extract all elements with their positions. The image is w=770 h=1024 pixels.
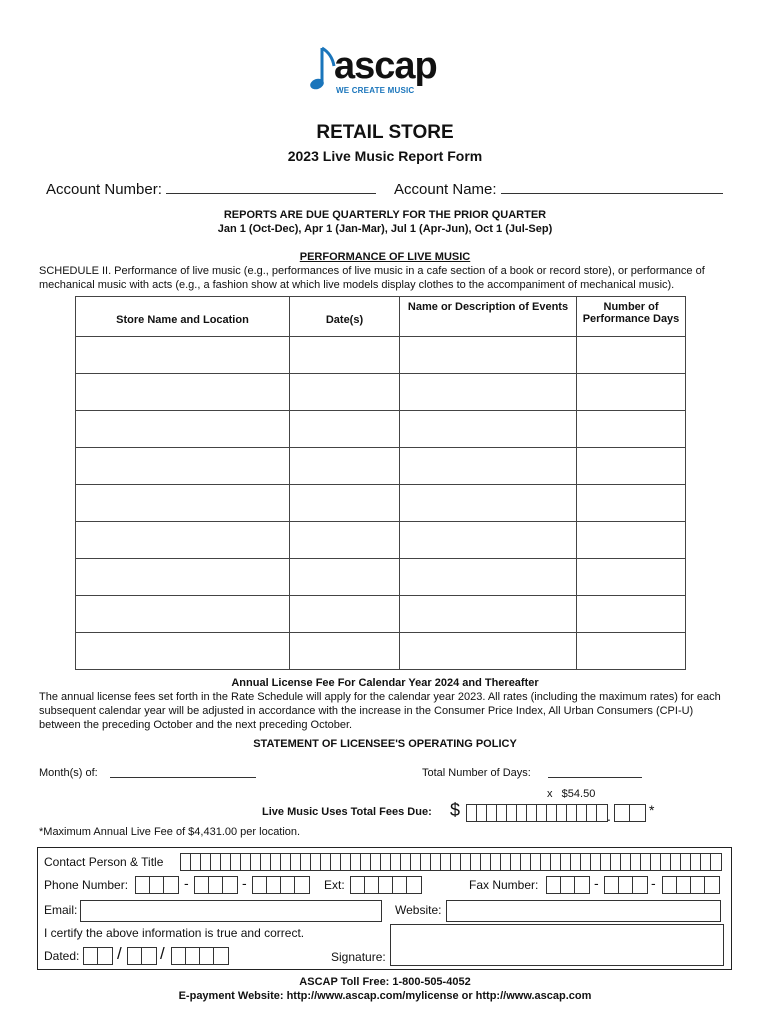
- table-cell[interactable]: [76, 337, 290, 374]
- table-cell[interactable]: [400, 559, 577, 596]
- date-month-field[interactable]: [83, 947, 113, 965]
- date-year-field[interactable]: [171, 947, 229, 965]
- table-cell[interactable]: [400, 485, 577, 522]
- due-notice: REPORTS ARE DUE QUARTERLY FOR THE PRIOR QUARTER: [223, 209, 547, 221]
- dated-label: Dated:: [44, 949, 80, 963]
- email-field[interactable]: [80, 900, 382, 922]
- table-header-row: [76, 297, 686, 337]
- table-cell[interactable]: [290, 485, 400, 522]
- dollar-sign: $: [450, 800, 461, 820]
- table-cell[interactable]: [400, 596, 577, 633]
- performance-table: [75, 296, 686, 670]
- table-cell[interactable]: [400, 522, 577, 559]
- certify-statement: I certify the above information is true and correct.: [44, 926, 305, 940]
- account-number-label: Account Number:: [46, 181, 162, 198]
- fax-line-field[interactable]: [662, 876, 720, 894]
- table-cell[interactable]: [290, 633, 400, 670]
- fax-dash: -: [651, 875, 656, 891]
- phone-line-field[interactable]: [252, 876, 310, 894]
- account-number-field[interactable]: [166, 179, 376, 194]
- phone-dash: -: [242, 875, 247, 891]
- table-cell[interactable]: [290, 596, 400, 633]
- epayment-line: E-payment Website: http://www.ascap.com/mylicense or http://www.ascap.com: [178, 990, 592, 1002]
- account-name-field[interactable]: [501, 179, 723, 194]
- table-cell[interactable]: [76, 522, 290, 559]
- date-day-field[interactable]: [127, 947, 157, 965]
- table-cell[interactable]: [400, 633, 577, 670]
- fax-label: Fax Number:: [469, 878, 539, 892]
- col-dates: Date(s): [290, 297, 400, 337]
- signature-field[interactable]: [390, 924, 724, 966]
- contact-person-label: Contact Person & Title: [44, 855, 164, 869]
- phone-dash: -: [184, 875, 189, 891]
- fees-due-dollars[interactable]: [466, 804, 608, 822]
- table-cell[interactable]: [290, 559, 400, 596]
- logo-wordmark: ascap: [334, 45, 437, 87]
- col-days: Number of Performance Days: [577, 297, 686, 337]
- due-dates: Jan 1 (Oct-Dec), Apr 1 (Jan-Mar), Jul 1 (Apr-Jun), Oct 1 (Jul-Sep): [217, 223, 553, 235]
- fees-due-cents[interactable]: [614, 804, 646, 822]
- toll-free-line: ASCAP Toll Free: 1-800-505-4052: [299, 976, 471, 988]
- performance-heading: PERFORMANCE OF LIVE MUSIC: [299, 251, 471, 263]
- col-events: Name or Description of Events: [400, 297, 577, 337]
- fax-dash: -: [594, 875, 599, 891]
- table-cell[interactable]: [577, 448, 686, 485]
- account-number-row: [46, 179, 376, 198]
- logo-tagline: WE CREATE MUSIC: [336, 86, 415, 95]
- account-name-label: Account Name:: [394, 181, 497, 198]
- max-fee-note: *Maximum Annual Live Fee of $4,431.00 per location.: [39, 826, 301, 838]
- table-row: [76, 522, 686, 559]
- total-days-label: Total Number of Days:: [422, 767, 531, 779]
- table-row: [76, 337, 686, 374]
- table-row: [76, 374, 686, 411]
- decimal-point: .: [607, 808, 611, 824]
- annual-line-2: subsequent calendar year will be adjusted in accordance with the increase in the Consumer Price Index, All Urban Consumers (CPI-U): [39, 705, 694, 717]
- rate-multiplier: x $54.50: [547, 788, 596, 800]
- account-name-row: [394, 179, 723, 198]
- table-cell[interactable]: [290, 337, 400, 374]
- annual-line-1: The annual license fees set forth in the Rate Schedule will apply for the calendar year 2023. All rates (including the maximum rates) for each: [39, 691, 721, 703]
- table-row: [76, 559, 686, 596]
- months-field[interactable]: [110, 765, 256, 778]
- table-cell[interactable]: [400, 374, 577, 411]
- table-cell[interactable]: [290, 448, 400, 485]
- phone-area-field[interactable]: [135, 876, 179, 894]
- asterisk-mark: *: [649, 802, 655, 818]
- table-cell[interactable]: [76, 411, 290, 448]
- schedule-line-1: SCHEDULE II. Performance of live music (e.g., performances of live music in a cafe section of a book or record store), or performance of: [39, 265, 705, 277]
- contact-person-field[interactable]: [180, 853, 722, 871]
- table-row: [76, 596, 686, 633]
- website-field[interactable]: [446, 900, 721, 922]
- table-cell[interactable]: [400, 337, 577, 374]
- ext-field[interactable]: [350, 876, 422, 894]
- ascap-logo: [308, 44, 458, 100]
- table-cell[interactable]: [76, 559, 290, 596]
- ext-label: Ext:: [324, 878, 345, 892]
- schedule-line-2: mechanical music with acts (e.g., a fashion show at which live models display clothes to the accompaniment of mechanical music).: [39, 279, 675, 291]
- table-cell[interactable]: [577, 411, 686, 448]
- date-slash: /: [117, 944, 122, 963]
- phone-prefix-field[interactable]: [194, 876, 238, 894]
- total-days-field[interactable]: [548, 765, 642, 778]
- table-cell[interactable]: [290, 374, 400, 411]
- table-cell[interactable]: [577, 522, 686, 559]
- page-subtitle: 2023 Live Music Report Form: [287, 148, 483, 164]
- contact-section: [37, 847, 732, 970]
- table-cell[interactable]: [577, 374, 686, 411]
- fax-prefix-field[interactable]: [604, 876, 648, 894]
- phone-label: Phone Number:: [44, 878, 129, 892]
- table-cell[interactable]: [76, 596, 290, 633]
- table-cell[interactable]: [76, 374, 290, 411]
- annual-line-3: between the preceding October and the next preceding October.: [39, 719, 353, 731]
- table-cell[interactable]: [577, 633, 686, 670]
- email-label: Email:: [44, 903, 78, 917]
- months-label: Month(s) of:: [39, 767, 98, 779]
- table-row: [76, 411, 686, 448]
- page-title: RETAIL STORE: [316, 122, 454, 143]
- fax-area-field[interactable]: [546, 876, 590, 894]
- table-cell[interactable]: [577, 596, 686, 633]
- table-cell[interactable]: [577, 485, 686, 522]
- table-row: [76, 485, 686, 522]
- table-row: [76, 448, 686, 485]
- table-cell[interactable]: [400, 448, 577, 485]
- table-cell[interactable]: [76, 448, 290, 485]
- statement-heading: STATEMENT OF LICENSEE'S OPERATING POLICY: [253, 738, 517, 750]
- signature-label: Signature:: [331, 950, 386, 964]
- website-label: Website:: [395, 903, 442, 917]
- table-cell[interactable]: [76, 485, 290, 522]
- table-cell[interactable]: [577, 559, 686, 596]
- table-cell[interactable]: [400, 411, 577, 448]
- table-cell[interactable]: [76, 633, 290, 670]
- table-cell[interactable]: [577, 337, 686, 374]
- fees-due-label: Live Music Uses Total Fees Due:: [262, 806, 432, 818]
- table-cell[interactable]: [290, 522, 400, 559]
- table-row: [76, 633, 686, 670]
- table-cell[interactable]: [290, 411, 400, 448]
- annual-heading: Annual License Fee For Calendar Year 2024 and Thereafter: [231, 677, 539, 689]
- date-slash: /: [160, 944, 165, 963]
- col-store: Store Name and Location: [76, 297, 290, 337]
